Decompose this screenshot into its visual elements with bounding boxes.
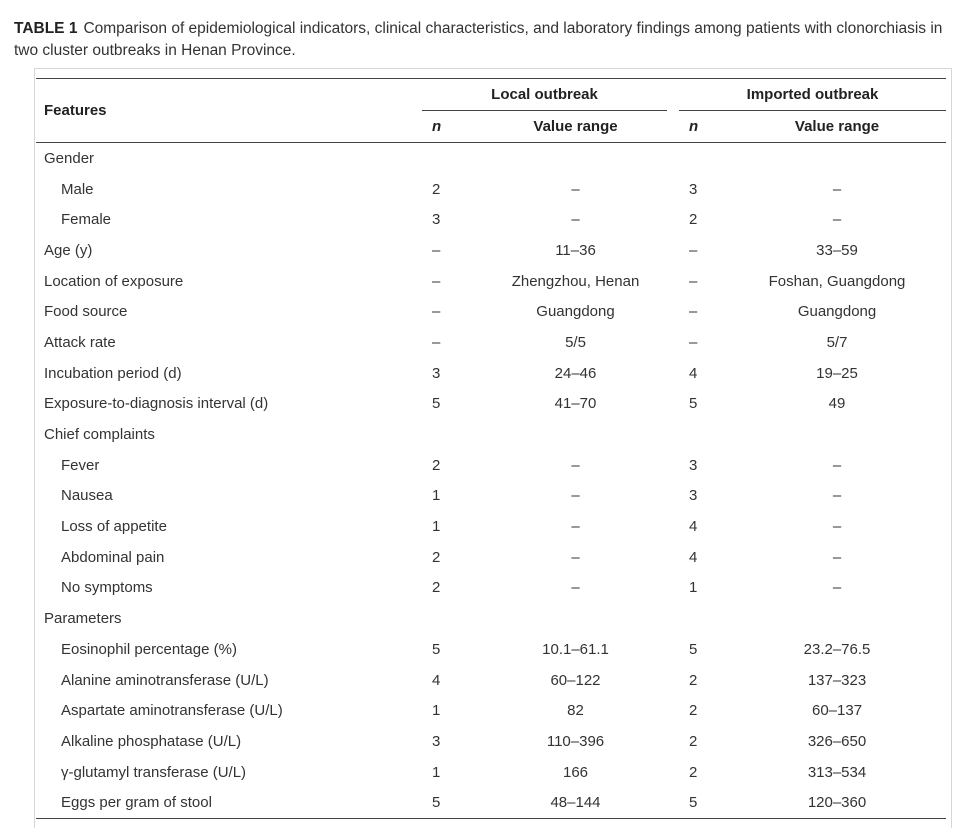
row-local-range: 110–396	[546, 732, 605, 750]
row-imported-n: 3	[689, 180, 698, 198]
row-imported-range: 23.2–76.5	[803, 640, 871, 658]
header-gap-sub	[667, 111, 679, 143]
row-gap	[667, 358, 679, 389]
row-local-n: 5	[432, 395, 441, 413]
row-gap	[667, 143, 679, 174]
row-gap	[667, 327, 679, 358]
table-caption	[14, 18, 944, 62]
row-imported-range: –	[832, 548, 842, 566]
row-feature: Female	[61, 211, 112, 229]
row-imported-range: 33–59	[816, 241, 858, 259]
row-feature: Exposure-to-diagnosis interval (d)	[44, 395, 269, 413]
header-imported-outbreak: Imported outbreak	[679, 79, 946, 111]
row-imported-n	[679, 603, 728, 634]
row-imported-n: 4	[689, 364, 698, 382]
caption-text: Comparison of epidemiological indicators, clinical characteristics, and laboratory findings among patients with clonorchiasis in two cluster outbreaks in Henan Province.	[14, 20, 943, 59]
row-local-n: 3	[432, 732, 441, 750]
row-local-n: 5	[432, 640, 441, 658]
row-local-range: –	[571, 518, 580, 536]
row-feature: Loss of appetite	[61, 518, 167, 536]
row-feature: Nausea	[61, 487, 113, 505]
row-imported-n: 5	[689, 640, 698, 658]
row-feature: Abdominal pain	[61, 548, 165, 566]
row-gap	[667, 389, 679, 420]
table-row	[36, 204, 946, 235]
row-local-range: 41–70	[554, 395, 597, 413]
row-imported-range: 120–360	[728, 787, 946, 818]
row-local-range: –	[571, 211, 580, 229]
row-local-n: 3	[432, 211, 441, 229]
row-local-n: 1	[432, 518, 441, 536]
row-feature: Male	[61, 180, 94, 198]
row-local-range: 166	[562, 763, 589, 781]
row-local-range	[484, 603, 667, 634]
row-gap	[667, 296, 679, 327]
row-gap	[667, 204, 679, 235]
table-row	[36, 296, 946, 327]
row-local-n: 1	[432, 702, 441, 720]
header-imported-value-range: Value range	[728, 111, 946, 143]
table-row	[36, 481, 946, 512]
row-local-n: –	[432, 303, 441, 321]
row-local-n: 2	[432, 548, 441, 566]
row-local-range: Guangdong	[536, 303, 615, 321]
row-local-range: –	[571, 579, 580, 597]
row-gap	[667, 695, 679, 726]
row-local-n: –	[432, 241, 441, 259]
row-feature: Eggs per gram of stool	[36, 787, 422, 818]
table-row	[36, 358, 946, 389]
row-feature: Gender	[44, 149, 95, 167]
row-imported-range: 49	[828, 395, 846, 413]
row-imported-n: 5	[689, 395, 698, 413]
row-imported-n: 1	[689, 579, 698, 597]
header-local-n: n	[422, 111, 484, 143]
row-gap	[667, 603, 679, 634]
row-gap	[667, 419, 679, 450]
row-imported-n: 4	[689, 548, 698, 566]
row-imported-range: –	[832, 456, 842, 474]
table-row	[36, 726, 946, 757]
row-gap	[667, 174, 679, 205]
row-imported-range	[728, 143, 946, 174]
row-imported-n	[679, 143, 728, 174]
row-local-n: 1	[432, 487, 441, 505]
table-row	[36, 573, 946, 604]
row-local-n	[422, 419, 484, 450]
row-imported-n: 2	[689, 702, 698, 720]
row-local-range: 60–122	[550, 671, 601, 689]
row-gap	[667, 787, 679, 818]
row-imported-n: 2	[689, 732, 698, 750]
table-row	[36, 603, 946, 634]
table-row	[36, 143, 946, 174]
comparison-table	[36, 78, 946, 819]
row-feature: No symptoms	[61, 579, 153, 597]
header-local-value-range: Value range	[484, 111, 667, 143]
row-imported-range: 313–534	[807, 763, 867, 781]
table-row	[36, 327, 946, 358]
row-imported-n: 2	[689, 211, 698, 229]
row-feature: Aspartate aminotransferase (U/L)	[61, 702, 283, 720]
row-imported-n: –	[689, 333, 698, 351]
row-local-range: –	[571, 487, 580, 505]
row-imported-range	[728, 419, 946, 450]
row-imported-range: –	[832, 211, 842, 229]
row-imported-range: Guangdong	[797, 303, 877, 321]
row-imported-n: –	[689, 241, 698, 259]
row-local-range	[484, 419, 667, 450]
row-local-range: 48–144	[484, 787, 667, 818]
row-imported-n: 2	[689, 763, 698, 781]
row-local-n: –	[432, 272, 441, 290]
row-local-range: –	[571, 548, 580, 566]
row-imported-n: 3	[689, 487, 698, 505]
row-imported-range: 5/7	[826, 333, 848, 351]
row-imported-n: 3	[689, 456, 698, 474]
row-local-range: 24–46	[554, 364, 597, 382]
header-imported-n: n	[679, 111, 728, 143]
row-local-range	[484, 143, 667, 174]
row-imported-n: 4	[689, 518, 698, 536]
row-imported-range	[728, 603, 946, 634]
row-local-range: 82	[567, 702, 584, 720]
table-row	[36, 419, 946, 450]
row-feature: γ-glutamyl transferase (U/L)	[61, 763, 247, 781]
table-row	[36, 389, 946, 420]
row-gap	[667, 511, 679, 542]
row-local-n: 2	[432, 579, 441, 597]
row-imported-n: –	[689, 272, 698, 290]
row-imported-range: 60–137	[811, 702, 863, 720]
row-feature: Age (y)	[44, 241, 93, 259]
row-local-range: –	[571, 456, 580, 474]
table-row	[36, 787, 946, 818]
table-row	[36, 665, 946, 696]
row-local-n: –	[432, 333, 441, 351]
row-gap	[667, 757, 679, 788]
row-imported-range: 19–25	[816, 364, 858, 382]
row-imported-n: 2	[689, 671, 698, 689]
row-feature: Alkaline phosphatase (U/L)	[61, 732, 242, 750]
table-body	[36, 143, 946, 819]
header-gap	[667, 79, 679, 111]
row-feature: Incubation period (d)	[44, 364, 182, 382]
row-local-n: 2	[432, 456, 441, 474]
row-gap	[667, 573, 679, 604]
row-imported-range: 137–323	[807, 671, 867, 689]
row-local-n	[422, 603, 484, 634]
row-imported-n: –	[689, 303, 698, 321]
table-row	[36, 542, 946, 573]
row-gap	[667, 481, 679, 512]
row-local-n: 3	[432, 364, 441, 382]
row-local-n: 2	[432, 180, 441, 198]
row-imported-range: –	[832, 180, 842, 198]
row-local-n: 5	[422, 787, 484, 818]
row-imported-n	[679, 419, 728, 450]
row-gap	[667, 726, 679, 757]
table-row	[36, 174, 946, 205]
row-feature: Location of exposure	[44, 272, 184, 290]
row-gap	[667, 542, 679, 573]
header-local-outbreak: Local outbreak	[422, 79, 667, 111]
row-local-n: 1	[432, 763, 441, 781]
table-row	[36, 450, 946, 481]
row-imported-range: 326–650	[807, 732, 867, 750]
row-feature: Parameters	[44, 610, 122, 628]
row-feature: Chief complaints	[44, 426, 155, 444]
row-local-range: 10.1–61.1	[542, 640, 609, 658]
table-row	[36, 266, 946, 297]
row-feature: Food source	[44, 303, 128, 321]
table-row	[36, 634, 946, 665]
row-imported-range: –	[832, 518, 842, 536]
row-gap	[667, 665, 679, 696]
row-imported-range: Foshan, Guangdong	[768, 272, 906, 290]
row-local-range: Zhengzhou, Henan	[511, 272, 640, 290]
table-row	[36, 757, 946, 788]
row-gap	[667, 235, 679, 266]
table-label: TABLE 1	[14, 20, 78, 37]
table-row	[36, 235, 946, 266]
row-local-n	[422, 143, 484, 174]
row-imported-range: –	[832, 579, 842, 597]
row-gap	[667, 634, 679, 665]
row-local-range: –	[571, 180, 580, 198]
row-feature: Fever	[61, 456, 100, 474]
row-feature: Alanine aminotransferase (U/L)	[61, 671, 269, 689]
table-row	[36, 511, 946, 542]
header-features: Features	[36, 79, 422, 143]
row-gap	[667, 266, 679, 297]
row-local-range: 5/5	[565, 333, 586, 351]
row-local-range: 11–36	[555, 241, 596, 259]
row-imported-n: 5	[679, 787, 728, 818]
table-header	[36, 79, 946, 143]
row-local-n: 4	[432, 671, 441, 689]
row-imported-range: –	[832, 487, 842, 505]
row-feature: Attack rate	[44, 333, 116, 351]
table-row	[36, 695, 946, 726]
row-gap	[667, 450, 679, 481]
row-feature: Eosinophil percentage (%)	[61, 640, 237, 658]
